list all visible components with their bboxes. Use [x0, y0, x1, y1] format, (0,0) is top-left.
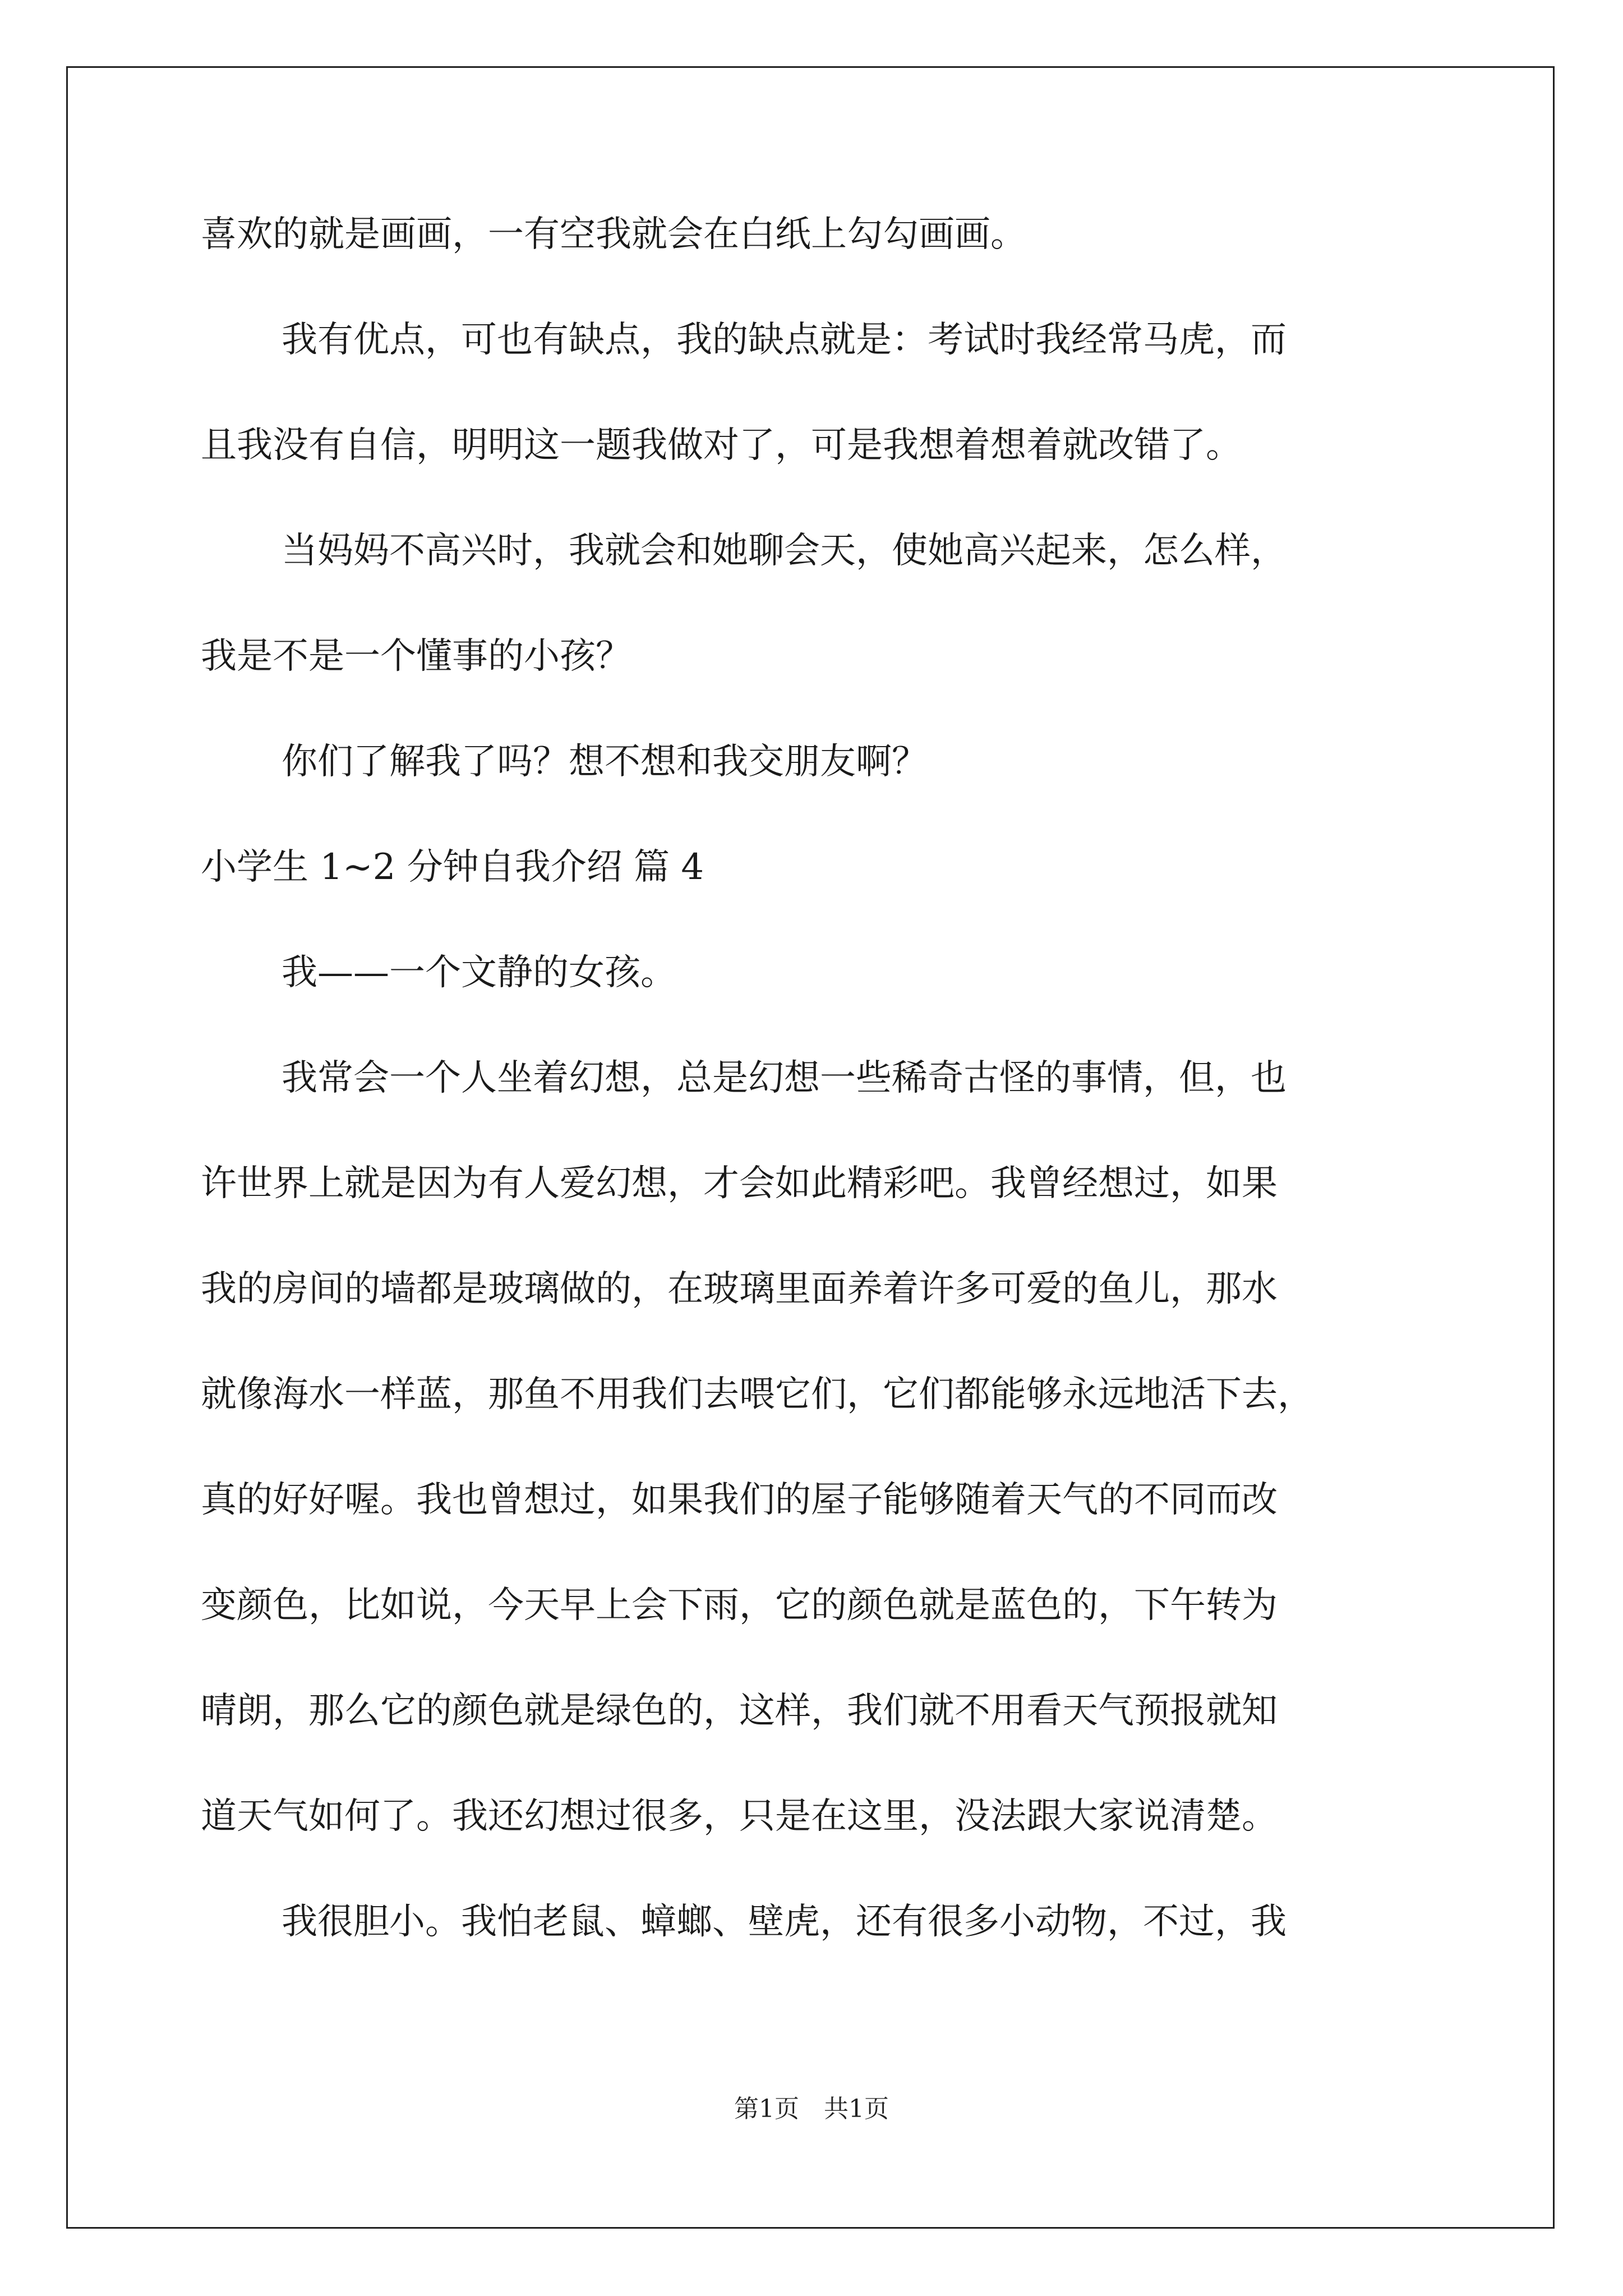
paragraph-start: 我——一个文静的女孩。 — [282, 952, 676, 993]
text-line: 且我没有自信，明明这一题我做对了，可是我想着想着就改错了。 — [201, 425, 1242, 466]
document-body — [201, 206, 1435, 1950]
text-line: 就像海水一样蓝，那鱼不用我们去喂它们，它们都能够永远地活下去， — [201, 1374, 1313, 1415]
text-line: 我是不是一个懂事的小孩？ — [201, 636, 631, 677]
text-line: 许世界上就是因为有人爱幻想，才会如此精彩吧。我曾经想过，如果 — [201, 1163, 1278, 1204]
paragraph-start: 我有优点，可也有缺点，我的缺点就是：考试时我经常马虎，而 — [282, 319, 1287, 361]
paragraph-start: 我常会一个人坐着幻想，总是幻想一些稀奇古怪的事情，但，也 — [282, 1057, 1287, 1099]
page-number-footer: 第1页 共1页 — [734, 2095, 889, 2123]
paragraph-start: 我很胆小。我怕老鼠、蟑螂、壁虎，还有很多小动物，不过，我 — [282, 1901, 1287, 1943]
text-line: 喜欢的就是画画，一有空我就会在白纸上勾勾画画。 — [201, 214, 1026, 255]
paragraph-start: 当妈妈不高兴时，我就会和她聊会天，使她高兴起来，怎么样， — [282, 530, 1287, 572]
paragraph-start: 你们了解我了吗？想不想和我交朋友啊？ — [282, 741, 928, 783]
text-line: 道天气如何了。我还幻想过很多，只是在这里，没法跟大家说清楚。 — [201, 1796, 1278, 1837]
text-line: 我的房间的墙都是玻璃做的，在玻璃里面养着许多可爱的鱼儿，那水 — [201, 1268, 1278, 1310]
text-line: 变颜色，比如说，今天早上会下雨，它的颜色就是蓝色的，下午转为 — [201, 1585, 1278, 1626]
text-line: 真的好好喔。我也曾想过，如果我们的屋子能够随着天气的不同而改 — [201, 1479, 1278, 1521]
section-heading: 小学生 1~2 分钟自我介绍 篇 4 — [201, 846, 704, 888]
text-line: 晴朗，那么它的颜色就是绿色的，这样，我们就不用看天气预报就知 — [201, 1690, 1278, 1732]
